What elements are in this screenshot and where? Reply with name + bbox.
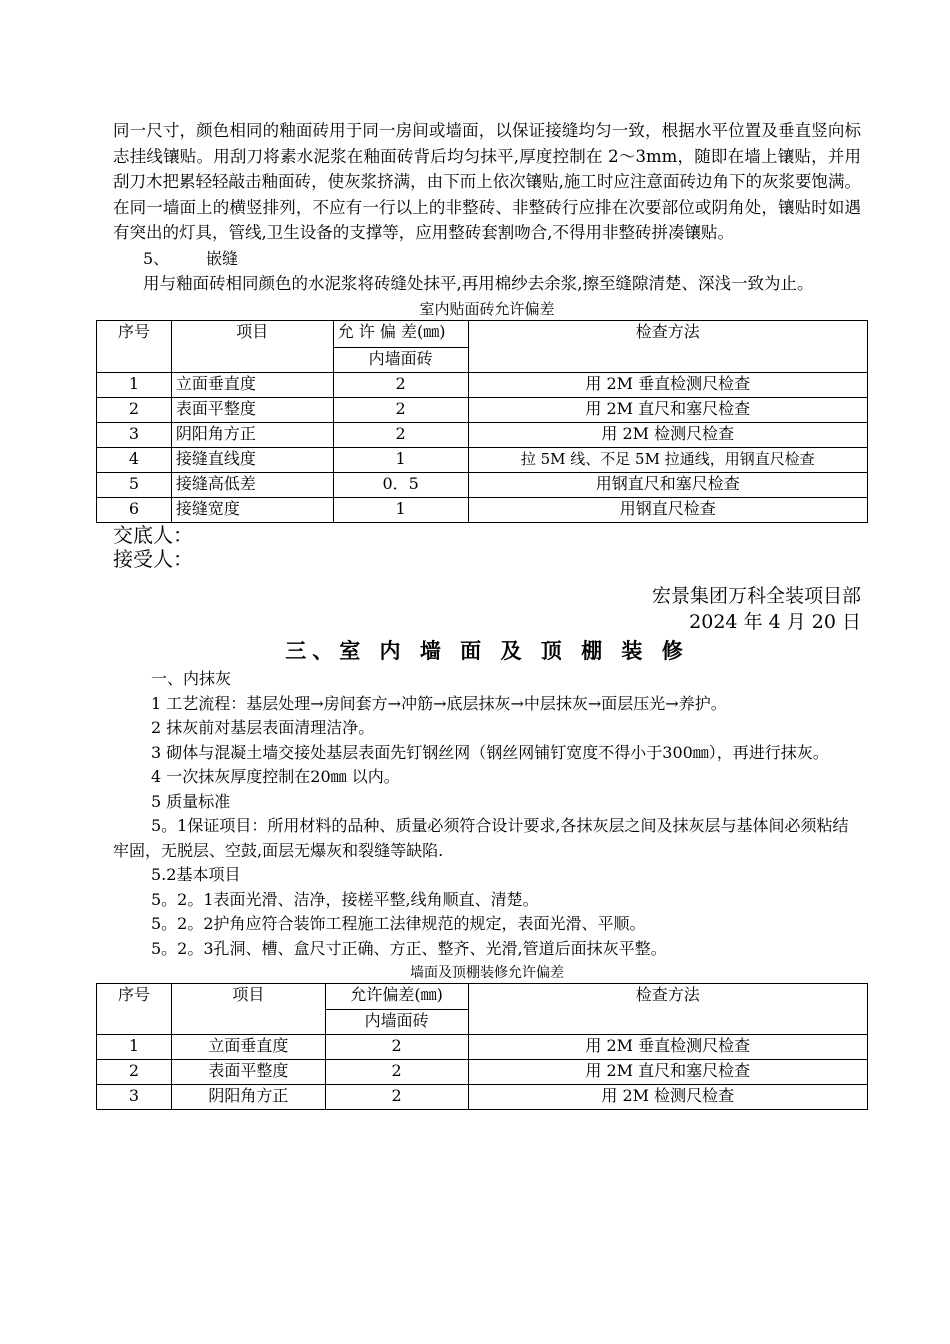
table2-row3-no: 3 bbox=[97, 1085, 172, 1110]
table2-row3-method: 用 2M 检测尺检查 bbox=[468, 1085, 867, 1110]
wire-mesh-line: 3 砌体与混凝土墙交接处基层表面先钉钢丝网（钢丝网铺钉宽度不得小于300㎜），再进行抹灰。 bbox=[151, 742, 829, 762]
table2-row2-method: 用 2M 直尺和塞尺检查 bbox=[468, 1060, 867, 1085]
table2-row3-value: 2 bbox=[325, 1085, 468, 1110]
table2-header-item: 项目 bbox=[171, 984, 325, 1035]
document-date: 2024 年 4 月 20 日 bbox=[689, 611, 861, 633]
table2-header-sub: 内墙面砖 bbox=[325, 1009, 468, 1035]
basic-items-heading: 5.2基本项目 bbox=[151, 865, 241, 884]
basic-item-2: 5。2。2护角应符合装饰工程施工法律规范的规定，表面光滑、平顺。 bbox=[151, 914, 646, 933]
table1-row1-no: 1 bbox=[97, 373, 172, 398]
table2-row1-method: 用 2M 垂直检测尺检查 bbox=[468, 1035, 867, 1060]
table1-caption: 室内贴面砖允许偏差 bbox=[419, 300, 555, 318]
table1-row6-method: 用钢直尺检查 bbox=[468, 498, 867, 523]
table1-row5-method: 用钢直尺和塞尺检查 bbox=[468, 473, 867, 498]
table1-row2-value: 2 bbox=[333, 398, 468, 423]
table1-row5-value: 0．5 bbox=[333, 473, 468, 498]
table1-row3-item: 阴阳角方正 bbox=[171, 423, 333, 448]
table1-row1-method: 用 2M 垂直检测尺检查 bbox=[468, 373, 867, 398]
table-row bbox=[97, 448, 868, 473]
quality-standard-heading: 5 质量标准 bbox=[151, 791, 231, 811]
table1-row2-method: 用 2M 直尺和塞尺检查 bbox=[468, 398, 867, 423]
section-5-heading bbox=[113, 246, 861, 271]
table2-header-no: 序号 bbox=[97, 984, 172, 1035]
table-row bbox=[97, 1035, 868, 1060]
table2-row1-value: 2 bbox=[325, 1035, 468, 1060]
table-row bbox=[97, 1060, 868, 1085]
table2-row1-no: 1 bbox=[97, 1035, 172, 1060]
table2-header-method: 检查方法 bbox=[468, 984, 867, 1035]
table1-header-no: 序号 bbox=[97, 321, 172, 373]
table1-row2-no: 2 bbox=[97, 398, 172, 423]
table1-row1-value: 2 bbox=[333, 373, 468, 398]
wall-ceiling-tolerance-table bbox=[96, 983, 868, 1110]
document-page bbox=[113, 118, 861, 1110]
table2-row2-value: 2 bbox=[325, 1060, 468, 1085]
table1-row5-no: 5 bbox=[97, 473, 172, 498]
section-3-title: 三、室 内 墙 面 及 顶 棚 装 修 bbox=[285, 639, 689, 663]
table1-header-item: 项目 bbox=[171, 321, 333, 373]
guarantee-items-line: 5。1保证项目：所用材料的品种、质量必须符合设计要求,各抹灰层之间及抹灰层与基体间必须粘结牢固，无脱层、空鼓,面层无爆灰和裂缝等缺陷. bbox=[113, 816, 849, 860]
table-row bbox=[97, 473, 868, 498]
table1-row2-item: 表面平整度 bbox=[171, 398, 333, 423]
inner-plaster-heading: 一、内抹灰 bbox=[151, 669, 232, 688]
table1-row4-no: 4 bbox=[97, 448, 172, 473]
table2-row2-no: 2 bbox=[97, 1060, 172, 1085]
table2-caption: 墙面及顶棚装修允许偏差 bbox=[410, 965, 564, 981]
section-5-number: 5、 bbox=[143, 248, 170, 268]
table-row bbox=[97, 373, 868, 398]
table1-row3-method: 用 2M 检测尺检查 bbox=[468, 423, 867, 448]
table2-row3-item: 阴阳角方正 bbox=[171, 1085, 325, 1110]
cleaning-line: 2 抹灰前对基层表面清理洁净。 bbox=[151, 718, 375, 737]
section-5-title: 嵌缝 bbox=[206, 248, 239, 268]
table-row bbox=[97, 398, 868, 423]
table1-header-sub: 内墙面砖 bbox=[333, 348, 468, 373]
table1-header-tolerance: 允 许 偏 差(㎜) bbox=[333, 321, 468, 348]
process-flow-line: 1 工艺流程：基层处理→房间套方→冲筋→底层抹灰→中层抹灰→面层压光→养护。 bbox=[151, 693, 727, 713]
table2-row2-item: 表面平整度 bbox=[171, 1060, 325, 1085]
table-row bbox=[97, 1085, 868, 1110]
table1-row6-no: 6 bbox=[97, 498, 172, 523]
table1-row4-value: 1 bbox=[333, 448, 468, 473]
table1-row6-item: 接缝宽度 bbox=[171, 498, 333, 523]
table1-row5-item: 接缝高低差 bbox=[171, 473, 333, 498]
receiver-person-label: 接受人： bbox=[113, 547, 193, 571]
table2-row1-item: 立面垂直度 bbox=[171, 1035, 325, 1060]
table1-row4-method: 拉 5M 线、不足 5M 拉通线，用钢直尺检查 bbox=[468, 448, 867, 473]
table-row bbox=[97, 498, 868, 523]
table1-row3-no: 3 bbox=[97, 423, 172, 448]
thickness-line: 4 一次抹灰厚度控制在20㎜ 以内。 bbox=[151, 767, 400, 786]
table2-header-tolerance: 允许偏差(㎜) bbox=[325, 984, 468, 1010]
tile-tolerance-table bbox=[96, 320, 868, 523]
table1-row3-value: 2 bbox=[333, 423, 468, 448]
organization-name: 宏景集团万科全装项目部 bbox=[651, 585, 861, 607]
table1-row1-item: 立面垂直度 bbox=[171, 373, 333, 398]
table1-header-method: 检查方法 bbox=[468, 321, 867, 373]
caulking-paragraph: 用与釉面砖相同颜色的水泥浆将砖缝处抹平,再用棉纱去余浆,擦至缝隙清楚、深浅一致为止。 bbox=[143, 273, 814, 293]
basic-item-3: 5。2。3孔洞、槽、盒尺寸正确、方正、整齐、光滑,管道后面抹灰平整。 bbox=[151, 938, 667, 958]
tile-laying-paragraph: 同一尺寸，颜色相同的釉面砖用于同一房间或墙面，以保证接缝均匀一致，根据水平位置及垂直竖向标志挂线镶贴。用刮刀将素水泥浆在釉面砖背后均匀抹平,厚度控制在 2～3mm，随即在墙上镶贴，并用刮刀木把累轻轻敲击釉面砖，使灰浆挤满，由下而上依次镶贴,施工时应注意面砖边角下的灰浆要饱满。在同一墙面上的横竖排列，不应有一行以上的非整砖、非整砖行应排在次要部位或阴角处，镶贴时如遇有突出的灯具，管线,卫生设备的支撑等，应用整砖套割吻合,不得用非整砖拼凑镶贴。 bbox=[113, 121, 861, 242]
basic-item-1: 5。2。1表面光滑、洁净，接槎平整,线角顺直、清楚。 bbox=[151, 889, 539, 909]
handover-person-label: 交底人： bbox=[113, 523, 193, 547]
table-row bbox=[97, 423, 868, 448]
table1-row4-item: 接缝直线度 bbox=[171, 448, 333, 473]
table1-row6-value: 1 bbox=[333, 498, 468, 523]
